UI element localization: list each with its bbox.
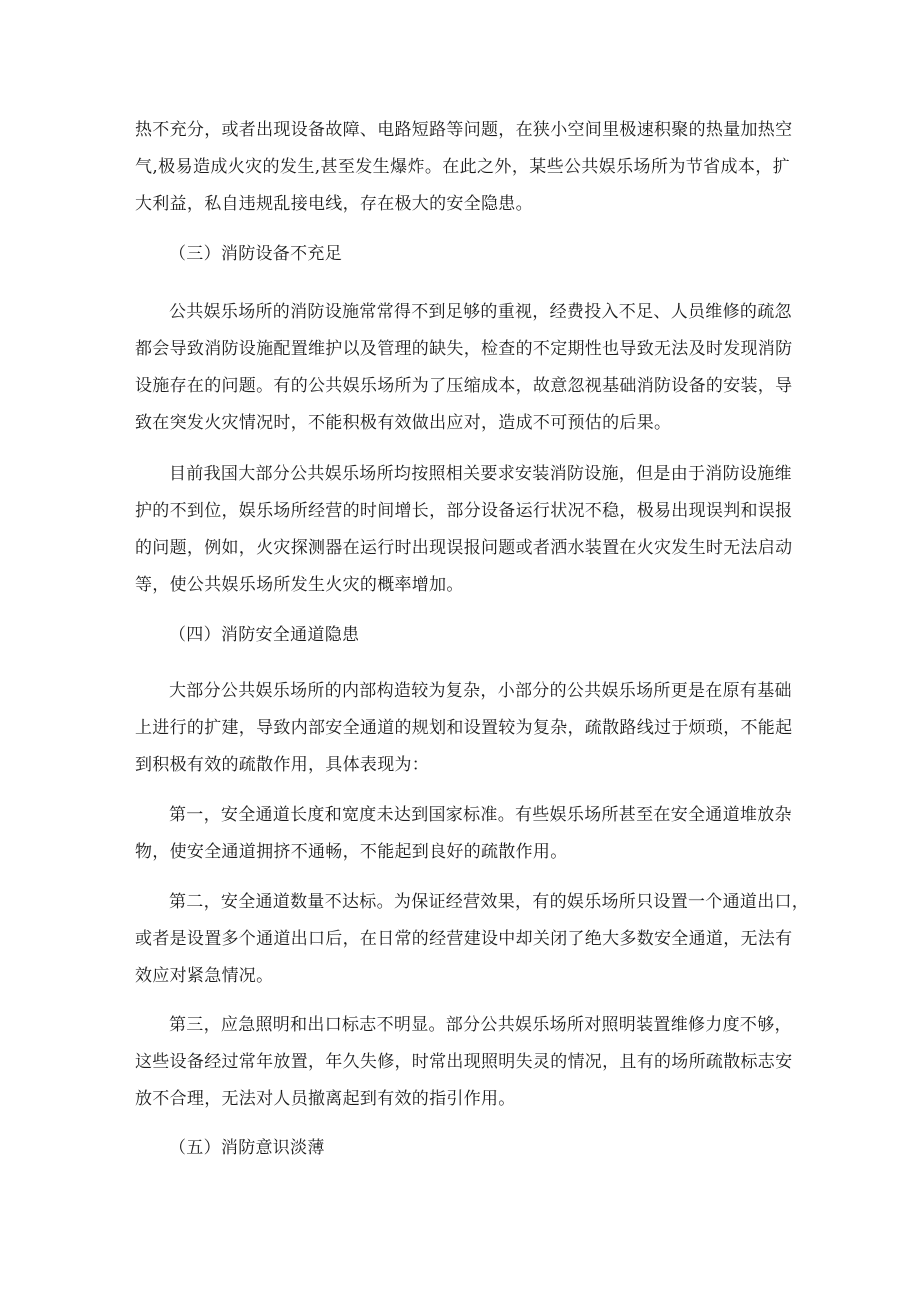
text-line: 大利益，私自违规乱接电线，存在极大的安全隐患。: [135, 194, 533, 214]
text-line: 效应对紧急情况。: [135, 966, 274, 986]
text-line: 这些设备经过常年放置，年久失修，时常出现照明失灵的情况，且有的场所疏散标志安: [135, 1052, 793, 1072]
text-line: 到积极有效的疏散作用，具体表现为：: [135, 755, 430, 775]
paragraph-maintenance-issues: [135, 456, 793, 604]
paragraph-point-two: [135, 884, 810, 995]
text-line: 或者是设置多个通道出口后，在日常的经营建设中却关闭了绝大多数安全通道，无法有: [135, 929, 793, 949]
text-line: 物，使安全通道拥挤不通畅，不能起到良好的疏散作用。: [135, 842, 568, 862]
text-line: 护的不到位，娱乐场所经营的时间增长，部分设备运行状况不稳，极易出现误判和误报: [135, 501, 793, 521]
text-line: 致在突发火灾情况时，不能积极有效做出应对，造成不可预估的后果。: [135, 413, 672, 433]
text-line: 热不充分，或者出现设备故障、电路短路等问题，在狭小空间里极速积聚的热量加热空: [135, 120, 793, 140]
text-line: 放不合理，无法对人员撤离起到有效的指引作用。: [135, 1089, 516, 1109]
text-line: 第一，安全通道长度和宽度未达到国家标准。有些娱乐场所甚至在安全通道堆放杂: [169, 805, 792, 825]
text-line: 目前我国大部分公共娱乐场所均按照相关要求安装消防设施，但是由于消防设施维: [169, 464, 792, 484]
paragraph-fire-causes-end: [135, 112, 793, 223]
text-line: 第三，应急照明和出口标志不明显。部分公共娱乐场所对照明装置维修力度不够，: [169, 1015, 792, 1035]
text-line: 公共娱乐场所的消防设施常常得不到足够的重视，经费投入不足、人员维修的疏忽: [169, 302, 792, 322]
section-heading-3: （三）消防设备不充足: [169, 244, 342, 264]
paragraph-point-three: [135, 1007, 793, 1118]
section-heading-5: （五）消防意识淡薄: [169, 1138, 325, 1158]
text-line: 上进行的扩建，导致内部安全通道的规划和设置较为复杂，疏散路线过于烦琐，不能起: [135, 718, 793, 738]
text-line: 都会导致消防设施配置维护以及管理的缺失，检查的不定期性也导致无法及时发现消防: [135, 339, 793, 359]
text-line: 第二，安全通道数量不达标。为保证经营效果，有的娱乐场所只设置一个通道出口，: [169, 892, 810, 912]
section-heading-4: （四）消防安全通道隐患: [169, 625, 360, 645]
text-line: 大部分公共娱乐场所的内部构造较为复杂，小部分的公共娱乐场所更是在原有基础: [169, 681, 792, 701]
text-line: 气,极易造成火灾的发生,甚至发生爆炸。在此之外，某些公共娱乐场所为节省成本，扩: [135, 157, 790, 177]
paragraph-point-one: [135, 797, 790, 871]
text-line: 设施存在的问题。有的公共娱乐场所为了压缩成本，故意忽视基础消防设备的安装，导: [135, 376, 793, 396]
paragraph-exit-structure: [135, 673, 793, 784]
text-line: 等，使公共娱乐场所发生火灾的概率增加。: [135, 575, 464, 595]
text-line: 的问题，例如，火灾探测器在运行时出现误报问题或者洒水装置在火灾发生时无法启动: [135, 538, 793, 558]
paragraph-equipment-neglect: [135, 294, 793, 442]
